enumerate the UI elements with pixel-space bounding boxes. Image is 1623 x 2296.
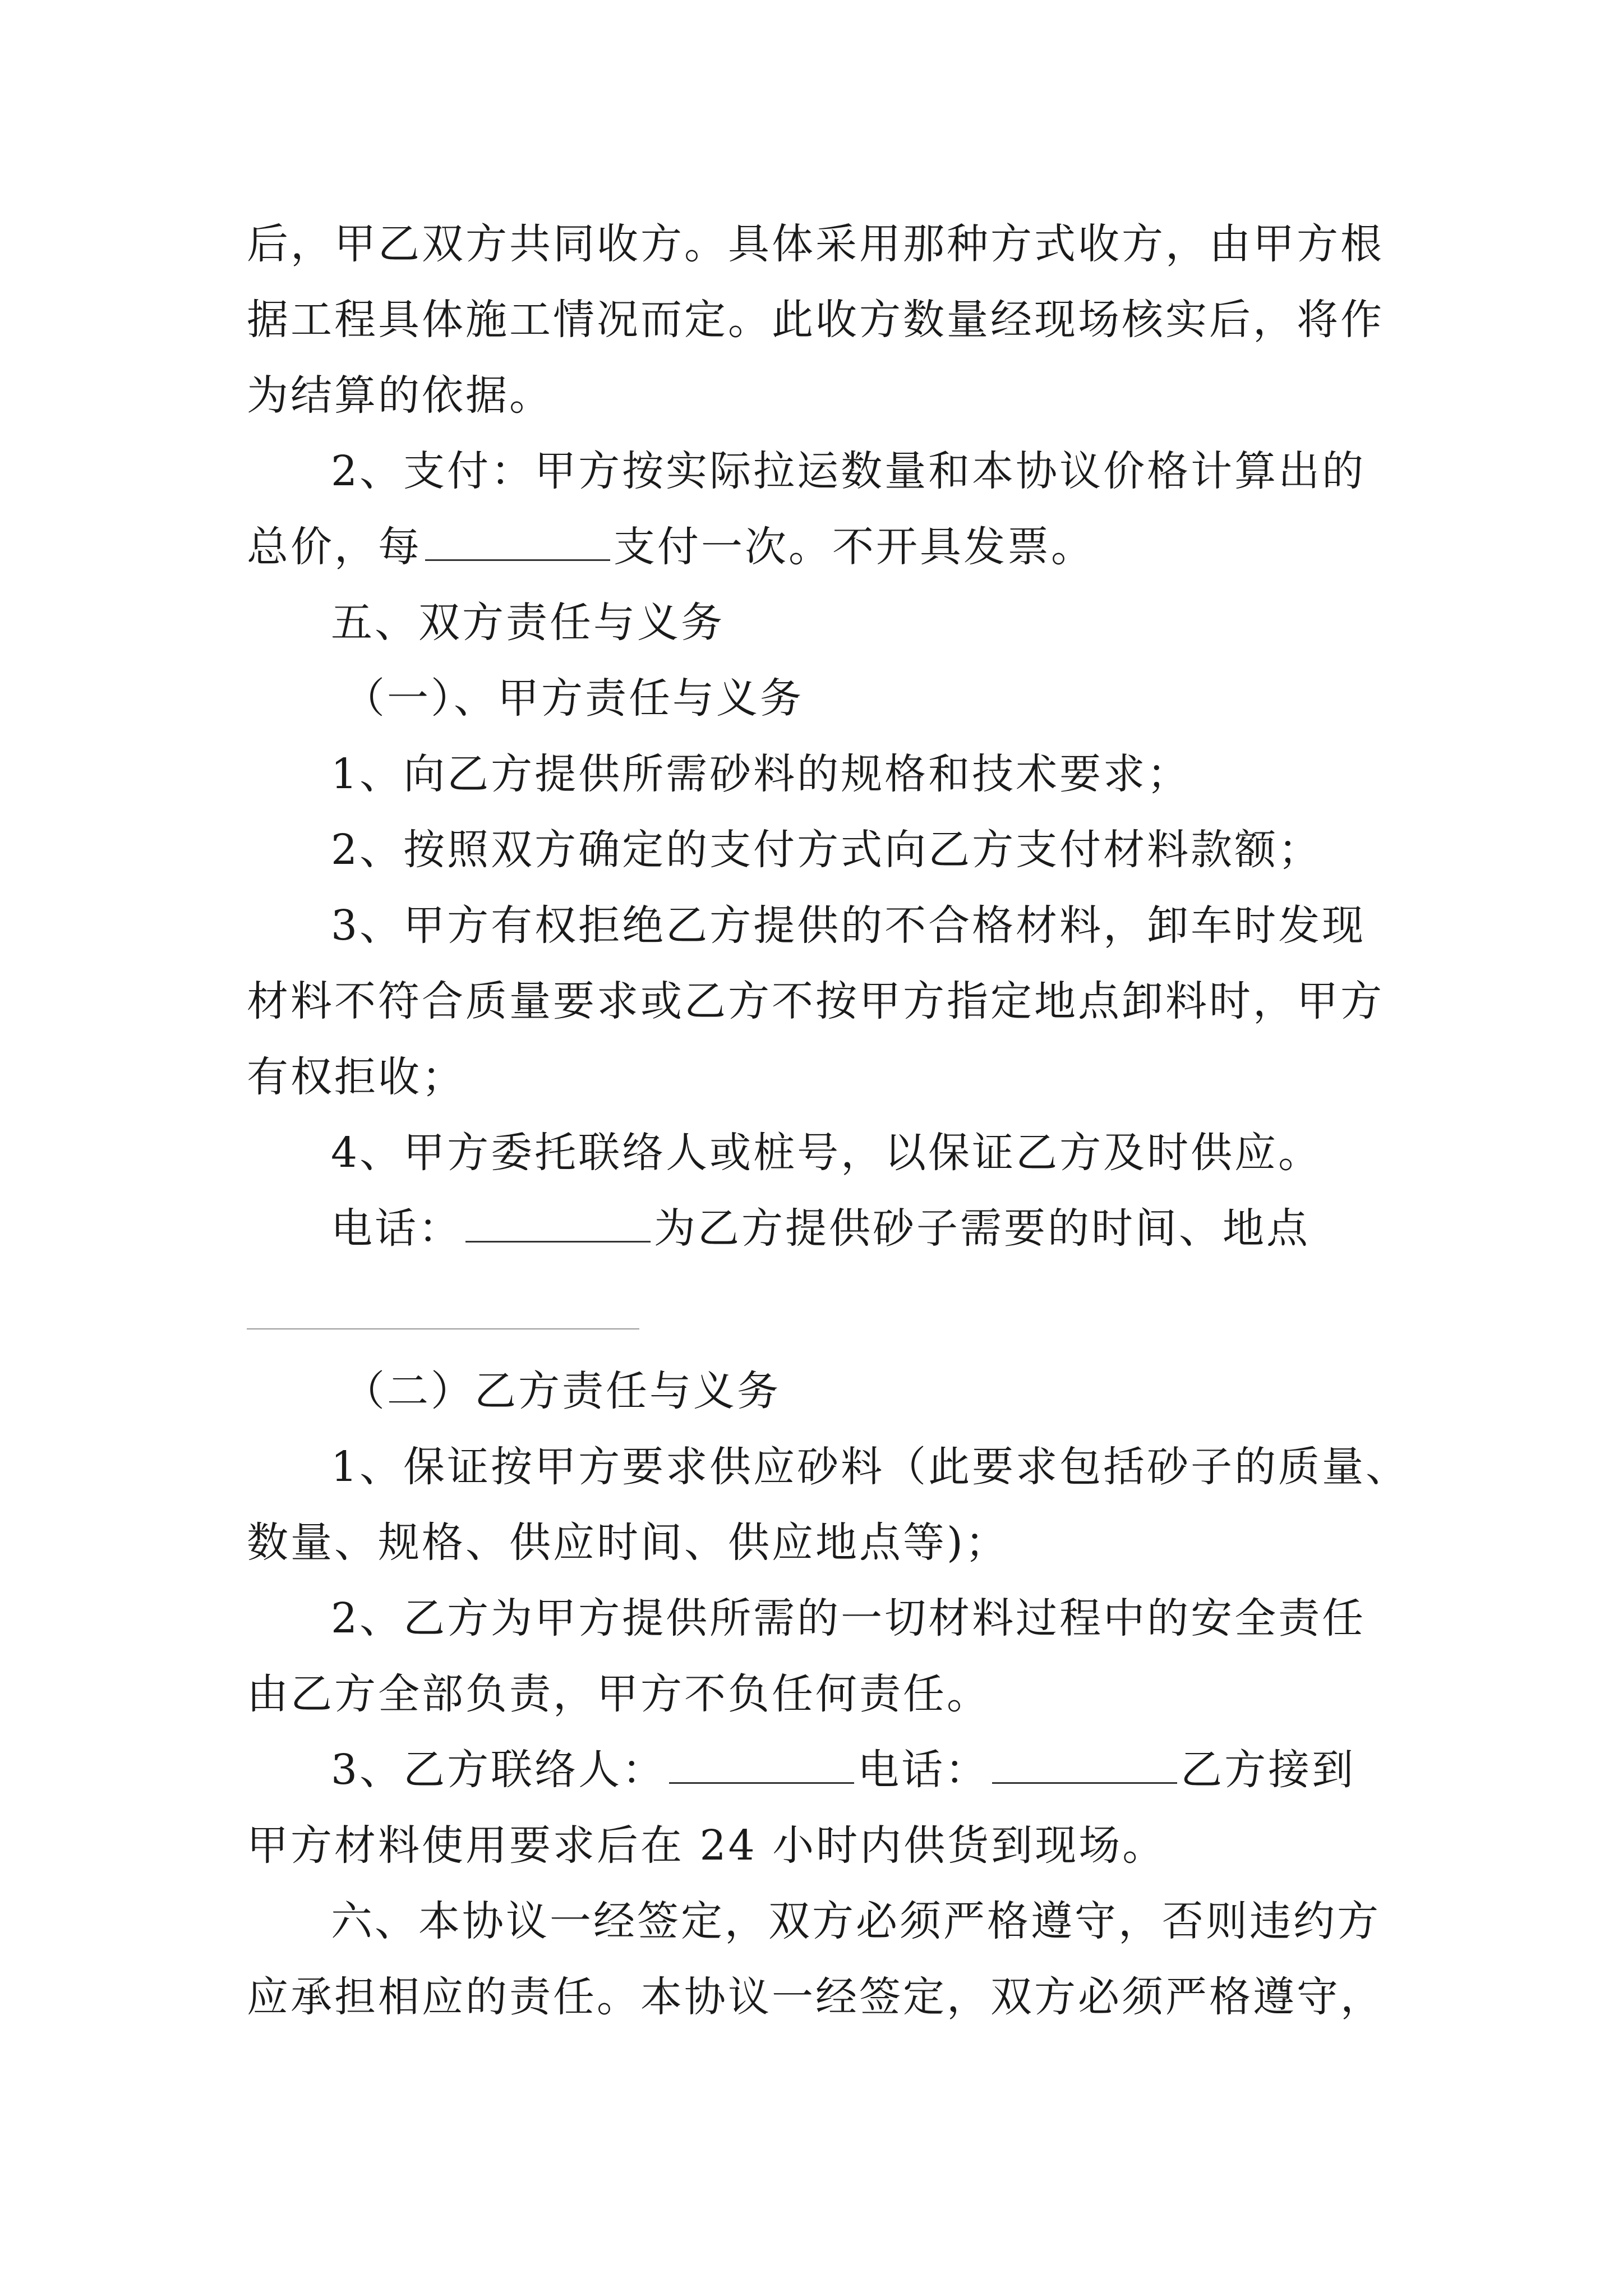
paragraph-text: 有权拒收； xyxy=(247,1053,465,1101)
paragraph-text: 甲方材料使用要求后在 24 小时内供货到现场。 xyxy=(247,1821,1166,1870)
subsection-heading xyxy=(343,670,804,726)
paragraph-text: 后，甲乙双方共同收方。具体采用那种方式收方，由甲方根 xyxy=(247,220,1384,268)
paragraph-text: 总价，每 xyxy=(247,523,422,571)
paragraph-text: 电话： xyxy=(857,1746,989,1794)
subsection-heading xyxy=(343,1363,781,1419)
paragraph-text: 乙方接到 xyxy=(1181,1746,1356,1794)
fill-in-blank xyxy=(992,1747,1177,1784)
section-heading xyxy=(331,595,725,651)
text-line xyxy=(247,1666,990,1722)
text-line xyxy=(247,519,1095,575)
paragraph-text: 电话： xyxy=(331,1204,462,1253)
paragraph-text: 2、支付：甲方按实际拉运数量和本协议价格计算出的 xyxy=(331,447,1366,495)
paragraph-text: 六、本协议一经签定，双方必须严格遵守，否则违约方 xyxy=(331,1897,1381,1945)
paragraph-text: 据工程具体施工情况而定。此收方数量经现场核实后，将作 xyxy=(247,296,1384,344)
text-line xyxy=(331,1125,1322,1181)
paragraph-text: 2、乙方为甲方提供所需的一切材料过程中的安全责任 xyxy=(331,1594,1366,1642)
text-line xyxy=(331,746,1191,802)
text-line xyxy=(247,1049,465,1105)
text-line xyxy=(331,1439,1409,1495)
paragraph-text: 由乙方全部负责，甲方不负任何责任。 xyxy=(247,1670,990,1718)
paragraph-text: 3、甲方有权拒绝乙方提供的不合格材料，卸车时发现 xyxy=(331,901,1366,950)
text-line xyxy=(331,822,1322,878)
paragraph-text: 4、甲方委托联络人或桩号，以保证乙方及时供应。 xyxy=(331,1129,1322,1177)
text-line xyxy=(247,973,1384,1029)
paragraph-text: 3、乙方联络人： xyxy=(331,1746,666,1794)
heading-text: 五、双方责任与义务 xyxy=(331,599,725,647)
heading-text: （一）、甲方责任与义务 xyxy=(343,674,804,723)
text-line xyxy=(331,1590,1366,1646)
fill-in-blank xyxy=(425,524,610,561)
divider-line xyxy=(247,1328,639,1329)
heading-text: （二）乙方责任与义务 xyxy=(343,1367,781,1415)
text-line xyxy=(331,443,1366,499)
text-line xyxy=(247,292,1384,348)
paragraph-text: 应承担相应的责任。本协议一经签定，双方必须严格遵守， xyxy=(247,1973,1384,2021)
fill-in-blank xyxy=(465,1206,651,1243)
fill-in-blank xyxy=(669,1747,854,1784)
text-line xyxy=(331,1742,1355,1798)
paragraph-text: 材料不符合质量要求或乙方不按甲方指定地点卸料时，甲方 xyxy=(247,977,1384,1025)
text-line xyxy=(247,1969,1384,2025)
paragraph-text: 1、保证按甲方要求供应砂料（此要求包括砂子的质量、 xyxy=(331,1443,1410,1491)
text-line xyxy=(247,367,553,424)
paragraph-text: 数量、规格、供应时间、供应地点等)； xyxy=(247,1519,1009,1567)
text-line xyxy=(331,1893,1381,1949)
text-line xyxy=(247,216,1384,272)
text-line xyxy=(247,1515,1009,1571)
text-line xyxy=(331,898,1366,954)
paragraph-text: 支付一次。不开具发票。 xyxy=(614,523,1095,571)
text-line xyxy=(331,1200,1310,1257)
paragraph-text: 1、向乙方提供所需砂料的规格和技术要求； xyxy=(331,750,1191,798)
paragraph-text: 为乙方提供砂子需要的时间、地点 xyxy=(654,1204,1310,1253)
paragraph-text: 2、按照双方确定的支付方式向乙方支付材料款额； xyxy=(331,826,1322,874)
text-line xyxy=(247,1818,1166,1874)
paragraph-text: 为结算的依据。 xyxy=(247,371,553,420)
